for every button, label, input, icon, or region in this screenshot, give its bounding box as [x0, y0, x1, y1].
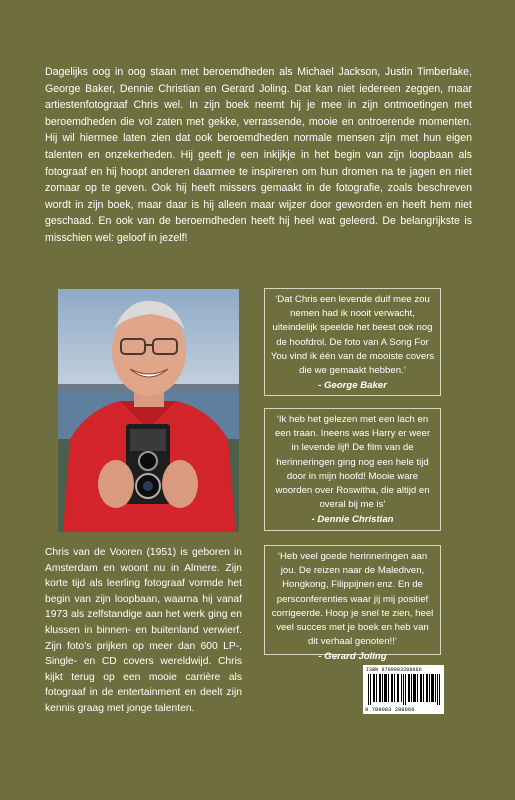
quote-text: ‘Ik heb het gelezen met een lach en een traan. Ineens was Harry er weer in levende lijf! De film van de herinneringen ging nog een hele tijd door in mijn hoofd! Mooie ware woorden over Roswitha, die altijd en overal bij me is’ — [274, 414, 431, 511]
quote-dennie-christian — [264, 408, 441, 531]
quote-text: ‘Dat Chris een levende duif mee zou nemen had ik nooit verwacht, uiteindelijk speelde het beest ook nog de hoofdrol. De foto van A Song For You vind ik één van de mooiste covers die we gemaakt hebben.’ — [270, 294, 435, 377]
barcode-digits: 9 789083 288666 — [365, 706, 415, 713]
author-bio: Chris van de Vooren (1951) is geboren in Amsterdam en woont nu in Almere. Zijn korte tijd als leerling fotograaf vormde het begin van zijn loopbaan, waarna hij vanaf 1973 als zelfstandige aan het werk ging en klussen in binnen- en buitenland verwierf. Zijn foto’s prijken op meer dan 600 LP-, Single- en CD covers wereldwijd. Chris kijkt terug op een mooie carrière als fotograaf in de entertainment en deelt zijn kennis graag met jonge talenten. — [45, 547, 242, 714]
back-cover-blurb: Dagelijks oog in oog staan met beroemdheden als Michael Jackson, Justin Timberlake, George Baker, Dennie Christian en Gerard Joling. Dat kan niet iedereen zeggen, maar artiestenfotograaf Chris wel. In zijn boek neemt hij je mee in zijn ontmoetingen met beroemdheden die vol zaten met gekke, verrassende, mooie en ontroerende momenten. Hij wil hiermee laten zien dat ook beroemdheden normale mensen zijn met hun eigen talenten en onzekerheden. Hij geeft je een inkijkje in het begin van zijn loopbaan als fotograaf en hij hoopt anderen daarmee te inspireren om hun dromen na te jagen en niet zomaar op te geven. Ook hij heeft missers gemaakt in de fotografie, zoals beschreven wordt in zijn boek, maar daar is hij alleen maar wijzer door geworden en heeft hem niet geschaad. En ook van de beroemdheden heeft hij heel wat geleerd. De belangrijkste is misschien wel: geloof in jezelf! — [45, 66, 472, 244]
quote-author: - George Baker — [318, 380, 387, 392]
isbn-label: ISBN 9789083288666 — [366, 667, 422, 673]
quote-george-baker — [264, 288, 441, 396]
quote-author: - Dennie Christian — [311, 514, 394, 526]
barcode-icon — [368, 674, 440, 705]
isbn-barcode — [363, 665, 444, 714]
author-photo — [58, 289, 239, 532]
quote-author: - Gerard Joling — [318, 651, 387, 663]
quote-text: ‘Heb veel goede herinneringen aan jou. De reizen naar de Malediven, Hongkong, Filippijnen enz. En de persconferenties waar jij mij positief corrigeerde. Hoop je snel te zien, heel veel succes met je boek en heb van dit verhaal genoten!!’ — [271, 551, 434, 648]
quote-gerard-joling — [264, 545, 441, 663]
